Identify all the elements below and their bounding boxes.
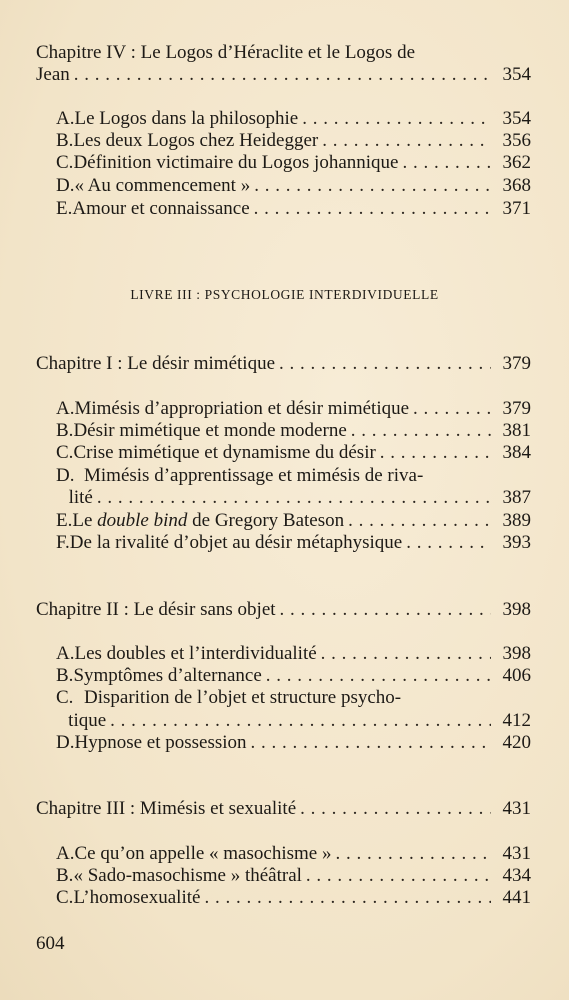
dot-leader [300, 797, 491, 821]
section-title: Le Logos dans la philosophie [74, 108, 299, 129]
dot-leader [254, 174, 491, 198]
toc-entry-2c-line1[interactable] [56, 686, 531, 710]
section-letter: A. [56, 398, 75, 419]
section-page: 398 [502, 643, 531, 664]
section-letter: D. [56, 175, 75, 196]
dot-leader [97, 486, 491, 510]
section-letter: D. [56, 465, 75, 486]
section-page: 379 [502, 398, 531, 419]
toc-entry-3b[interactable] [56, 864, 531, 888]
toc-entry-1c[interactable] [56, 441, 531, 465]
section-title: Définition victimaire du Logos johannique [73, 152, 399, 173]
dot-leader [266, 664, 491, 688]
section-title: L’homosexualité [73, 887, 201, 908]
toc-entry-1b[interactable] [56, 419, 531, 443]
dot-leader [279, 352, 491, 376]
section-letter: A. [56, 108, 75, 129]
section-letter: D. [56, 732, 75, 753]
toc-entry-1f[interactable] [56, 531, 531, 555]
section-title: Le double bind de Gregory Bateson [72, 510, 345, 531]
section-page: 412 [502, 710, 531, 731]
section-letter: C. [56, 152, 74, 173]
section-letter: B. [56, 130, 74, 151]
toc-entry-4b[interactable] [56, 129, 531, 153]
chapter4-entry[interactable] [36, 63, 531, 87]
toc-entry-3c[interactable] [56, 886, 531, 910]
dot-leader [306, 864, 491, 888]
section-page: 387 [502, 487, 531, 508]
dot-leader [321, 642, 491, 666]
dot-leader [351, 419, 491, 443]
toc-entry-1e[interactable] [56, 509, 531, 533]
chapter4-title-line1 [36, 41, 531, 65]
dot-leader [251, 731, 491, 755]
section-page: 431 [502, 843, 531, 864]
section-title: Mimésis d’apprentissage et mimésis de riva- [84, 465, 424, 486]
chapter1-page: 379 [502, 353, 531, 374]
section-title: « Sado-masochisme » théâtral [73, 865, 302, 886]
chapter4-title-cont: Jean [36, 64, 70, 85]
section-letter: B. [56, 665, 74, 686]
section-title: Ce qu’on appelle « masochisme » [74, 843, 332, 864]
chapter3-entry[interactable] [36, 797, 531, 821]
section-letter: C. [56, 687, 74, 708]
chapter1-entry[interactable] [36, 352, 531, 376]
toc-entry-1d-line1[interactable] [56, 464, 531, 488]
section-letter: E. [56, 510, 73, 531]
dot-leader [302, 107, 491, 131]
toc-entry-4c[interactable] [56, 151, 531, 175]
section-page: 393 [502, 532, 531, 553]
section-page: 356 [502, 130, 531, 151]
dot-leader [402, 151, 491, 175]
dot-leader [110, 709, 491, 733]
section-letter: C. [56, 887, 74, 908]
dot-leader [254, 197, 491, 221]
section-title-cont: lité [68, 487, 93, 508]
section-letter: A. [56, 843, 75, 864]
section-page: 381 [502, 420, 531, 441]
chapter3-title: Chapitre III : Mimésis et sexualité [36, 798, 297, 819]
chapter4-title-text: Chapitre IV : Le Logos d’Héraclite et le Logos de [36, 42, 415, 63]
section-letter: F. [56, 532, 70, 553]
section-title: « Au commencement » [74, 175, 251, 196]
italic-term: double bind [97, 510, 188, 531]
section-page: 368 [502, 175, 531, 196]
section-page: 354 [502, 108, 531, 129]
dot-leader [204, 886, 491, 910]
toc-entry-4e[interactable] [56, 197, 531, 221]
section-title: Amour et connaissance [72, 198, 250, 219]
dot-leader [74, 63, 491, 87]
toc-entry-3a[interactable] [56, 842, 531, 866]
section-page: 434 [502, 865, 531, 886]
section-title: Mimésis d’appropriation et désir mimétique [74, 398, 410, 419]
section-page: 371 [502, 198, 531, 219]
section-letter: E. [56, 198, 73, 219]
toc-entry-2a[interactable] [56, 642, 531, 666]
section-title-cont: tique [68, 710, 107, 731]
section-title: Les deux Logos chez Heidegger [73, 130, 319, 151]
toc-entry-2b[interactable] [56, 664, 531, 688]
section-title: Crise mimétique et dynamisme du désir [73, 442, 376, 463]
toc-entry-1d-line2[interactable] [56, 486, 531, 510]
toc-entry-2c-line2[interactable] [56, 709, 531, 733]
chapter4-page: 354 [502, 64, 531, 85]
section-page: 362 [502, 152, 531, 173]
section-title: De la rivalité d’objet au désir métaphysique [69, 532, 403, 553]
chapter2-entry[interactable] [36, 598, 531, 622]
section-letter: C. [56, 442, 74, 463]
section-page: 384 [502, 442, 531, 463]
page-number: 604 [36, 933, 65, 954]
toc-entry-1a[interactable] [56, 397, 531, 421]
chapter1-title: Chapitre I : Le désir mimétique [36, 353, 276, 374]
section-page: 420 [502, 732, 531, 753]
section-page: 441 [502, 887, 531, 908]
toc-entry-2d[interactable] [56, 731, 531, 755]
section-letter: A. [56, 643, 75, 664]
dot-leader [380, 441, 491, 465]
dot-leader [322, 129, 491, 153]
section-page: 389 [502, 510, 531, 531]
dot-leader [406, 531, 491, 555]
toc-entry-4a[interactable] [56, 107, 531, 131]
chapter2-title: Chapitre II : Le désir sans objet [36, 599, 276, 620]
toc-entry-4d[interactable] [56, 174, 531, 198]
book3-heading: LIVRE III : PSYCHOLOGIE INTERDIVIDUELLE [130, 287, 439, 302]
section-title: Symptômes d’alternance [73, 665, 262, 686]
section-title: Les doubles et l’interdividualité [74, 643, 317, 664]
dot-leader [348, 509, 491, 533]
section-letter: B. [56, 420, 74, 441]
chapter3-page: 431 [502, 798, 531, 819]
section-page: 406 [502, 665, 531, 686]
section-title: Désir mimétique et monde moderne [73, 420, 347, 441]
dot-leader [280, 598, 491, 622]
section-title: Hypnose et possession [74, 732, 247, 753]
dot-leader [413, 397, 491, 421]
section-letter: B. [56, 865, 74, 886]
section-title: Disparition de l’objet et structure psycho- [84, 687, 402, 708]
chapter2-page: 398 [502, 599, 531, 620]
dot-leader [335, 842, 491, 866]
